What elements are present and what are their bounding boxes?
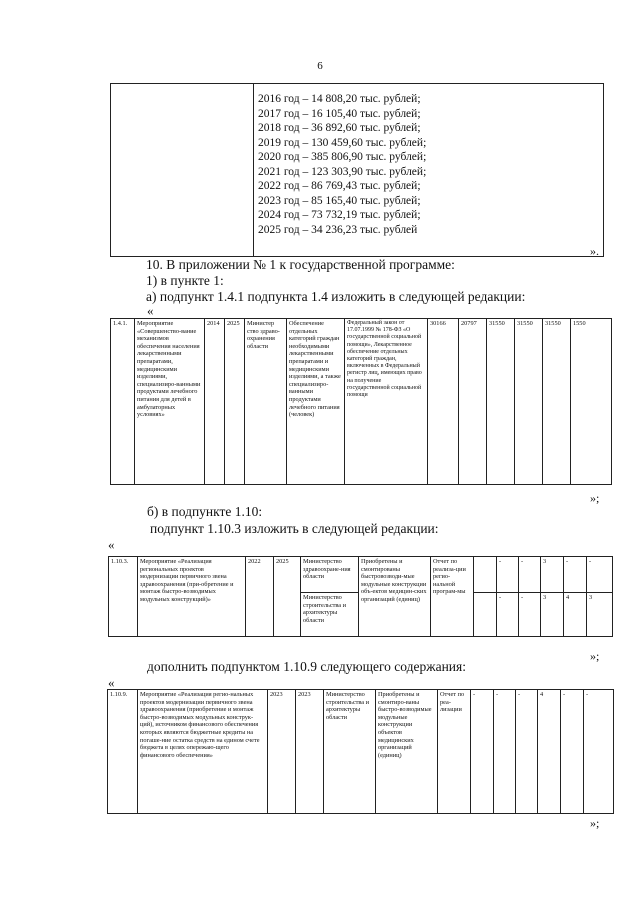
indicator: Обеспечение отдельных категорий граждан необходимыми лекарственными препаратами и медицинскими изделиями, а также специализиро-ванными продуктами лечебного питания (человек) bbox=[287, 319, 345, 485]
funding-table bbox=[110, 83, 604, 257]
value-cell: - bbox=[519, 557, 541, 593]
indicator: Приобретены и смонтированы быстровозводи-мые модульные конструкции объ-ектов медицин-ских организаций (единиц) bbox=[359, 557, 431, 637]
value-cell: 30166 bbox=[428, 319, 459, 485]
item-number: 1.4.1. bbox=[111, 319, 135, 485]
value-cell: - bbox=[494, 690, 516, 814]
start-year: 2022 bbox=[246, 557, 274, 637]
empty-cell bbox=[111, 84, 254, 257]
value-cell: - bbox=[561, 690, 584, 814]
closing-quote: »; bbox=[590, 816, 600, 830]
paragraph-c: дополнить подпунктом 1.10.9 следующего содержания: bbox=[147, 659, 466, 674]
opening-quote: « bbox=[147, 303, 154, 318]
start-year: 2023 bbox=[268, 690, 296, 814]
value-cell: - bbox=[471, 690, 494, 814]
paragraph-a: а) подпункт 1.4.1 подпункта 1.4 изложить в следующей редакции: bbox=[146, 289, 526, 304]
paragraph-1: 1) в пункте 1: bbox=[146, 273, 224, 288]
start-year: 2014 bbox=[205, 319, 225, 485]
value-cell: 31550 bbox=[515, 319, 543, 485]
executor: Министерство здравоохране-ния области bbox=[301, 557, 359, 593]
report: Отчет по реализа-ции регио-нальной програм-мы bbox=[431, 557, 474, 637]
funding-line: 2024 год – 73 732,19 тыс. рублей; bbox=[258, 209, 421, 221]
opening-quote: « bbox=[108, 675, 115, 690]
value-cell: - bbox=[587, 557, 613, 593]
item-name: Мероприятие «Реализация регио-нальных проектов модернизации первичного звена здравоохранения (приобретение и монтаж быстро-возводимых модульных конструк-ций), источником финансового обеспечения которых являются бюджетные кредиты на погаше-ние остатка средств на едином счете бюджета в целях опережаю-щего финансового обеспечения» bbox=[138, 690, 268, 814]
funding-line: 2018 год – 36 892,60 тыс. рублей; bbox=[258, 122, 421, 134]
value-cell: 3 bbox=[541, 593, 564, 637]
value-cell: 3 bbox=[587, 593, 613, 637]
value-cell: - bbox=[497, 593, 519, 637]
value-cell: 3 bbox=[541, 557, 564, 593]
value-cell: 31550 bbox=[487, 319, 515, 485]
funding-years-cell bbox=[254, 84, 604, 257]
item-number: 1.10.9. bbox=[108, 690, 138, 814]
value-cell: 1550 bbox=[571, 319, 612, 485]
value-cell: 4 bbox=[564, 593, 587, 637]
funding-line: 2020 год – 385 806,90 тыс. рублей; bbox=[258, 151, 427, 163]
end-year: 2025 bbox=[274, 557, 301, 637]
funding-line: 2022 год – 86 769,43 тыс. рублей; bbox=[258, 180, 421, 192]
item-name: Мероприятие «Совершенство-вание механизмов обеспечения населения лекарственными препаратами, медицинскими изделиями, специализиро-ванными продуктами лечебного питания для детей в амбулаторных условиях» bbox=[135, 319, 205, 485]
value-cell: - bbox=[564, 557, 587, 593]
indicator: Приобретены и смонтиро-ваны быстро-возводимые модульные конструкции объектов медицинских организаций (единиц) bbox=[376, 690, 438, 814]
value-cell: - bbox=[519, 593, 541, 637]
end-year: 2023 bbox=[296, 690, 324, 814]
table-row-1-10-3 bbox=[108, 556, 613, 637]
value-cell: 4 bbox=[538, 690, 561, 814]
paragraph-10: 10. В приложении № 1 к государственной программе: bbox=[146, 257, 455, 272]
page-number: 6 bbox=[317, 60, 323, 72]
closing-quote: »; bbox=[590, 649, 600, 663]
executor: Министерство строительства и архитектуры области bbox=[324, 690, 376, 814]
funding-line: 2017 год – 16 105,40 тыс. рублей; bbox=[258, 107, 421, 120]
value-cell bbox=[474, 593, 497, 637]
funding-line: 2019 год – 130 459,60 тыс. рублей; bbox=[258, 136, 427, 149]
value-cell: - bbox=[584, 690, 614, 814]
value-cell: 20797 bbox=[459, 319, 487, 485]
end-year: 2025 bbox=[225, 319, 245, 485]
table-row-1-4-1 bbox=[110, 318, 612, 485]
executor: Министерство строительства и архитектуры области bbox=[301, 593, 359, 637]
closing-quote: ». bbox=[590, 244, 599, 258]
value-cell: - bbox=[497, 557, 519, 593]
legal-basis: Федеральный закон от 17.07.1999 № 178-ФЗ «О государственной социальной помощи», Лекарственное обеспечение отдельных категорий граждан, включенных в Федеральный регистр лиц, имеющих право на получение государственной социальной помощи bbox=[345, 319, 428, 485]
value-cell: - bbox=[516, 690, 538, 814]
paragraph-b: б) в подпункте 1.10: bbox=[147, 504, 263, 519]
funding-line: 2016 год – 14 808,20 тыс. рублей; bbox=[258, 93, 421, 105]
value-cell: 31550 bbox=[543, 319, 571, 485]
funding-line: 2023 год – 85 165,40 тыс. рублей; bbox=[258, 194, 421, 207]
funding-line: 2025 год – 34 236,23 тыс. рублей bbox=[258, 223, 418, 236]
funding-line: 2021 год – 123 303,90 тыс. рублей; bbox=[258, 165, 427, 178]
item-name: Мероприятие «Реализация региональных проектов модернизации первичного звена здравоохранения (при-обретение и монтаж быстро-возводимых модульных конструкций)» bbox=[138, 557, 246, 637]
table-row-1-10-9 bbox=[107, 689, 614, 814]
paragraph-b2: подпункт 1.10.3 изложить в следующей редакции: bbox=[150, 521, 439, 536]
report: Отчет по реа-лизации bbox=[438, 690, 471, 814]
closing-quote: »; bbox=[590, 491, 600, 505]
value-cell bbox=[474, 557, 497, 593]
item-number: 1.10.3. bbox=[109, 557, 138, 637]
opening-quote: « bbox=[108, 537, 115, 552]
executor: Министер ство здраво-охранения области bbox=[245, 319, 287, 485]
